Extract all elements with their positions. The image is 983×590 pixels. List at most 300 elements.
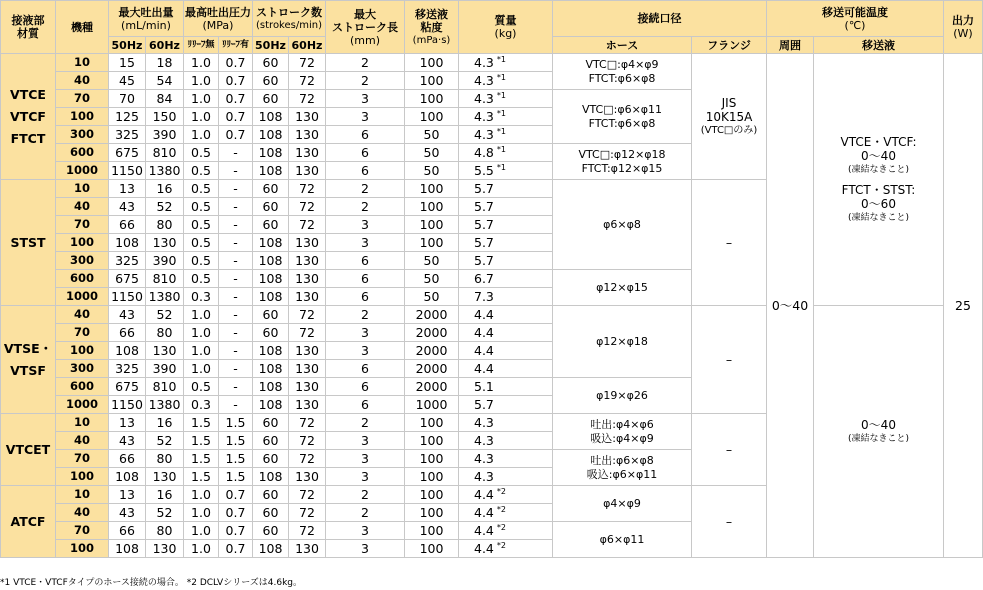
model-cell: 40 [56,72,109,90]
value-cell-len: 6 [326,396,405,414]
value-cell-s60: 130 [289,468,326,486]
value-cell-p1: 1.0 [184,108,219,126]
value-cell-f50: 43 [109,198,146,216]
value-cell-s50: 108 [253,378,289,396]
spec-table-body [1,54,983,558]
value-cell-visc: 2000 [405,342,459,360]
value-cell-s50: 60 [253,216,289,234]
value-cell-f60: 16 [146,180,184,198]
header-stroke-60hz: 60Hz [289,37,326,54]
value-cell-s50: 60 [253,90,289,108]
value-cell-visc: 100 [405,216,459,234]
value-cell-p1: 0.3 [184,396,219,414]
value-cell-p2: 0.7 [219,540,253,558]
hose-cell: φ12×φ15 [553,270,692,306]
value-cell-s60: 130 [289,288,326,306]
value-cell-p2: 1.5 [219,414,253,432]
value-cell-s50: 108 [253,396,289,414]
value-cell-p2: 0.7 [219,504,253,522]
value-cell-s60: 130 [289,540,326,558]
value-cell-f50: 1150 [109,288,146,306]
model-cell: 300 [56,360,109,378]
value-cell-f60: 390 [146,252,184,270]
material-group: STST [1,180,56,306]
value-cell-p1: 0.5 [184,144,219,162]
value-cell-visc: 100 [405,108,459,126]
value-cell-p2: - [219,360,253,378]
value-cell-p1: 1.0 [184,126,219,144]
value-cell-p2: 0.7 [219,126,253,144]
value-cell-f50: 13 [109,180,146,198]
value-cell-p2: 0.7 [219,486,253,504]
footnote: *1 VTCE・VTCFタイプのホース接続の場合。 *2 DCLVシリーズは4.6kg。 [0,578,303,588]
header-material: 接液部 材質 [1,1,56,54]
value-cell-len: 6 [326,126,405,144]
value-cell-visc: 1000 [405,396,459,414]
value-cell-f50: 325 [109,126,146,144]
hose-cell: 吐出:φ4×φ6 吸込:φ4×φ9 [553,414,692,450]
value-cell-s60: 130 [289,234,326,252]
value-cell-len: 6 [326,270,405,288]
mass-cell: 4.3 $^{*1}$ [459,54,553,72]
value-cell-s60: 72 [289,54,326,72]
value-cell-s50: 60 [253,324,289,342]
flange-cell: – [692,306,767,414]
value-cell-f50: 45 [109,72,146,90]
value-cell-s50: 108 [253,234,289,252]
mass-cell: 5.7 [459,252,553,270]
model-cell: 100 [56,342,109,360]
value-cell-visc: 2000 [405,306,459,324]
mass-cell: 4.3 $^{*1}$ [459,108,553,126]
model-cell: 40 [56,198,109,216]
hose-cell: φ19×φ26 [553,378,692,414]
header-flow-60hz: 60Hz [146,37,184,54]
mass-footnote-mark: *1 [496,108,506,118]
mass-cell: 4.4 [459,306,553,324]
value-cell-f50: 125 [109,108,146,126]
value-cell-s50: 108 [253,342,289,360]
value-cell-p1: 0.5 [184,378,219,396]
value-cell-visc: 100 [405,54,459,72]
value-cell-s50: 108 [253,468,289,486]
model-cell: 100 [56,540,109,558]
header-flange: フランジ [692,37,767,54]
mass-footnote-mark: *1 [496,162,506,172]
mass-cell: 5.7 [459,234,553,252]
model-cell: 70 [56,90,109,108]
value-cell-f60: 16 [146,486,184,504]
value-cell-p1: 1.5 [184,450,219,468]
mass-footnote-mark: *1 [496,72,506,82]
value-cell-f50: 70 [109,90,146,108]
value-cell-p1: 0.3 [184,288,219,306]
value-cell-p2: - [219,234,253,252]
value-cell-p2: - [219,378,253,396]
value-cell-s60: 130 [289,378,326,396]
value-cell-f60: 80 [146,216,184,234]
mass-footnote-mark: *1 [496,54,506,64]
mass-footnote-mark: *2 [496,486,506,496]
header-mass: 質量 (kg) [459,1,553,54]
header-stroke-len: 最大 ストローク長 (mm) [326,1,405,54]
value-cell-s60: 72 [289,90,326,108]
value-cell-visc: 100 [405,468,459,486]
model-cell: 300 [56,126,109,144]
value-cell-s60: 72 [289,306,326,324]
mass-cell: 4.4 [459,360,553,378]
value-cell-f60: 54 [146,72,184,90]
value-cell-len: 2 [326,414,405,432]
mass-cell: 5.7 [459,198,553,216]
value-cell-s60: 72 [289,504,326,522]
header-relief-with: ﾘﾘｰﾌ有 [219,37,253,54]
model-cell: 70 [56,216,109,234]
model-cell: 40 [56,504,109,522]
model-cell: 300 [56,252,109,270]
value-cell-s50: 60 [253,504,289,522]
value-cell-s60: 72 [289,522,326,540]
value-cell-s60: 72 [289,450,326,468]
value-cell-s50: 108 [253,540,289,558]
value-cell-p2: - [219,288,253,306]
value-cell-p2: - [219,396,253,414]
value-cell-p1: 1.0 [184,540,219,558]
value-cell-f50: 675 [109,270,146,288]
value-cell-p1: 1.5 [184,468,219,486]
value-cell-f50: 43 [109,306,146,324]
table-row [1,54,983,72]
value-cell-len: 3 [326,522,405,540]
mass-footnote-mark: *2 [496,540,506,550]
hose-cell: VTC□:φ4×φ9 FTCT:φ6×φ8 [553,54,692,90]
value-cell-f50: 108 [109,342,146,360]
header-hose: ホース [553,37,692,54]
value-cell-f60: 52 [146,504,184,522]
value-cell-visc: 100 [405,522,459,540]
value-cell-len: 3 [326,432,405,450]
value-cell-f50: 1150 [109,396,146,414]
value-cell-p2: - [219,306,253,324]
mass-footnote-mark: *2 [496,504,506,514]
mass-cell: 5.7 [459,180,553,198]
value-cell-visc: 100 [405,414,459,432]
value-cell-p2: - [219,180,253,198]
value-cell-p2: - [219,342,253,360]
value-cell-s50: 108 [253,162,289,180]
value-cell-s60: 130 [289,360,326,378]
value-cell-p1: 0.5 [184,252,219,270]
value-cell-p1: 1.5 [184,432,219,450]
mass-footnote-mark: *1 [496,90,506,100]
value-cell-f60: 52 [146,432,184,450]
value-cell-s50: 60 [253,432,289,450]
value-cell-len: 6 [326,288,405,306]
value-cell-f60: 390 [146,360,184,378]
value-cell-f60: 130 [146,342,184,360]
value-cell-visc: 100 [405,504,459,522]
model-cell: 600 [56,270,109,288]
value-cell-f50: 675 [109,378,146,396]
value-cell-len: 2 [326,504,405,522]
header-liquid: 移送液 [814,37,944,54]
value-cell-p1: 0.5 [184,234,219,252]
value-cell-f60: 1380 [146,288,184,306]
value-cell-p2: 0.7 [219,54,253,72]
value-cell-len: 3 [326,468,405,486]
value-cell-p2: 0.7 [219,72,253,90]
hose-cell: φ12×φ18 [553,306,692,378]
value-cell-s60: 72 [289,486,326,504]
value-cell-s60: 130 [289,270,326,288]
value-cell-s50: 60 [253,54,289,72]
value-cell-f50: 66 [109,522,146,540]
value-cell-s50: 60 [253,450,289,468]
value-cell-f60: 80 [146,522,184,540]
mass-cell: 5.7 [459,216,553,234]
value-cell-p1: 1.5 [184,414,219,432]
value-cell-len: 3 [326,540,405,558]
table-row [1,306,983,324]
mass-cell: 4.3 $^{*1}$ [459,126,553,144]
material-group: VTSE・ VTSF [1,306,56,414]
value-cell-s60: 130 [289,162,326,180]
value-cell-len: 2 [326,486,405,504]
hose-cell: φ6×φ11 [553,522,692,558]
header-temp: 移送可能温度 (℃) [767,1,944,37]
model-cell: 10 [56,486,109,504]
value-cell-visc: 50 [405,144,459,162]
mass-cell: 4.3 [459,432,553,450]
value-cell-p1: 1.0 [184,306,219,324]
value-cell-visc: 2000 [405,378,459,396]
model-cell: 70 [56,324,109,342]
model-cell: 70 [56,522,109,540]
header-ambient: 周囲 [767,37,814,54]
mass-cell: 5.7 [459,396,553,414]
value-cell-f50: 108 [109,540,146,558]
header-flow: 最大吐出量 (mL/min) [109,1,184,37]
model-cell: 100 [56,468,109,486]
value-cell-p1: 1.0 [184,522,219,540]
value-cell-s50: 108 [253,144,289,162]
value-cell-s60: 130 [289,126,326,144]
value-cell-s50: 60 [253,306,289,324]
value-cell-visc: 50 [405,252,459,270]
header-model: 機種 [56,1,109,54]
value-cell-len: 2 [326,72,405,90]
value-cell-f60: 1380 [146,162,184,180]
value-cell-f60: 18 [146,54,184,72]
value-cell-p2: 1.5 [219,432,253,450]
mass-cell: 4.4 $^{*2}$ [459,504,553,522]
value-cell-visc: 50 [405,126,459,144]
header-stroke-num: ストローク数 (strokes/min) [253,1,326,37]
value-cell-f60: 52 [146,198,184,216]
value-cell-s50: 108 [253,108,289,126]
model-cell: 70 [56,450,109,468]
value-cell-p2: - [219,144,253,162]
value-cell-s50: 108 [253,252,289,270]
flange-cell: – [692,486,767,558]
liquid-temp-cell: 0〜40 (凍結なきこと) [814,306,944,558]
value-cell-p2: 1.5 [219,450,253,468]
value-cell-p1: 1.0 [184,504,219,522]
value-cell-f50: 43 [109,504,146,522]
header-stroke-50hz: 50Hz [253,37,289,54]
value-cell-visc: 100 [405,486,459,504]
hose-cell: 吐出:φ6×φ8 吸込:φ6×φ11 [553,450,692,486]
model-cell: 40 [56,306,109,324]
model-cell: 1000 [56,396,109,414]
hose-cell: φ4×φ9 [553,486,692,522]
header-viscosity: 移送液 粘度 (mPa·s) [405,1,459,54]
value-cell-p2: - [219,198,253,216]
value-cell-f60: 16 [146,414,184,432]
mass-cell: 5.1 [459,378,553,396]
value-cell-f60: 810 [146,378,184,396]
model-cell: 10 [56,54,109,72]
value-cell-f60: 80 [146,324,184,342]
value-cell-s60: 72 [289,72,326,90]
header-relief-without: ﾘﾘｰﾌ無 [184,37,219,54]
value-cell-p1: 0.5 [184,180,219,198]
model-cell: 600 [56,144,109,162]
value-cell-visc: 100 [405,198,459,216]
mass-cell: 4.4 $^{*2}$ [459,522,553,540]
value-cell-len: 3 [326,450,405,468]
value-cell-s60: 72 [289,414,326,432]
value-cell-visc: 100 [405,234,459,252]
model-cell: 1000 [56,162,109,180]
model-cell: 10 [56,180,109,198]
value-cell-f60: 130 [146,234,184,252]
value-cell-len: 6 [326,162,405,180]
model-cell: 40 [56,432,109,450]
ambient-temp-cell: 0〜40 [767,54,814,558]
mass-cell: 4.4 [459,342,553,360]
model-cell: 100 [56,234,109,252]
value-cell-f50: 66 [109,450,146,468]
material-group: VTCET [1,414,56,486]
value-cell-s50: 60 [253,414,289,432]
value-cell-s50: 60 [253,198,289,216]
value-cell-s50: 108 [253,270,289,288]
value-cell-p2: - [219,162,253,180]
hose-cell: VTC□:φ6×φ11 FTCT:φ6×φ8 [553,90,692,144]
value-cell-f50: 1150 [109,162,146,180]
mass-cell: 4.3 $^{*1}$ [459,72,553,90]
value-cell-p2: - [219,216,253,234]
material-group: ATCF [1,486,56,558]
mass-cell: 4.3 [459,468,553,486]
header-pressure: 最高吐出圧力 (MPa) [184,1,253,37]
value-cell-f50: 43 [109,432,146,450]
model-cell: 600 [56,378,109,396]
model-cell: 100 [56,108,109,126]
flange-cell: JIS 10K15A (VTC□のみ) [692,54,767,180]
value-cell-s60: 72 [289,198,326,216]
value-cell-len: 2 [326,54,405,72]
value-cell-p2: 0.7 [219,90,253,108]
value-cell-visc: 50 [405,162,459,180]
output-cell: 25 [944,54,983,558]
value-cell-p2: 1.5 [219,468,253,486]
value-cell-s60: 72 [289,216,326,234]
mass-cell: 4.8 $^{*1}$ [459,144,553,162]
value-cell-p2: 0.7 [219,522,253,540]
value-cell-len: 3 [326,234,405,252]
value-cell-f60: 1380 [146,396,184,414]
value-cell-s50: 60 [253,180,289,198]
value-cell-len: 3 [326,216,405,234]
value-cell-f50: 325 [109,252,146,270]
value-cell-f60: 52 [146,306,184,324]
value-cell-len: 3 [326,342,405,360]
model-cell: 10 [56,414,109,432]
value-cell-f60: 84 [146,90,184,108]
value-cell-visc: 2000 [405,324,459,342]
value-cell-s60: 72 [289,432,326,450]
header-flow-50hz: 50Hz [109,37,146,54]
value-cell-visc: 100 [405,432,459,450]
mass-cell: 7.3 [459,288,553,306]
value-cell-len: 2 [326,198,405,216]
value-cell-f50: 108 [109,468,146,486]
value-cell-s60: 130 [289,144,326,162]
mass-cell: 4.3 $^{*1}$ [459,90,553,108]
value-cell-p1: 0.5 [184,270,219,288]
value-cell-s60: 130 [289,396,326,414]
value-cell-p1: 1.0 [184,72,219,90]
value-cell-p1: 0.5 [184,162,219,180]
value-cell-s50: 108 [253,126,289,144]
value-cell-f60: 390 [146,126,184,144]
mass-footnote-mark: *2 [496,522,506,532]
mass-cell: 4.4 $^{*2}$ [459,540,553,558]
value-cell-s60: 130 [289,252,326,270]
value-cell-s50: 60 [253,486,289,504]
flange-cell: – [692,180,767,306]
value-cell-visc: 100 [405,540,459,558]
value-cell-len: 3 [326,108,405,126]
value-cell-f60: 810 [146,270,184,288]
mass-cell: 6.7 [459,270,553,288]
value-cell-p1: 0.5 [184,198,219,216]
value-cell-p1: 1.0 [184,486,219,504]
value-cell-p1: 0.5 [184,216,219,234]
value-cell-s50: 108 [253,360,289,378]
value-cell-visc: 100 [405,72,459,90]
header-connection: 接続口径 [553,1,767,37]
value-cell-f50: 675 [109,144,146,162]
value-cell-len: 2 [326,180,405,198]
value-cell-p2: - [219,324,253,342]
mass-cell: 4.4 [459,324,553,342]
value-cell-f60: 80 [146,450,184,468]
value-cell-len: 6 [326,144,405,162]
value-cell-s50: 60 [253,72,289,90]
flange-cell: – [692,414,767,486]
header-output: 出力 (W) [944,1,983,54]
mass-footnote-mark: *1 [496,144,506,154]
mass-cell: 4.3 [459,414,553,432]
value-cell-f50: 66 [109,216,146,234]
value-cell-len: 3 [326,90,405,108]
value-cell-s60: 130 [289,342,326,360]
value-cell-p1: 1.0 [184,360,219,378]
material-group: VTCE VTCF FTCT [1,54,56,180]
